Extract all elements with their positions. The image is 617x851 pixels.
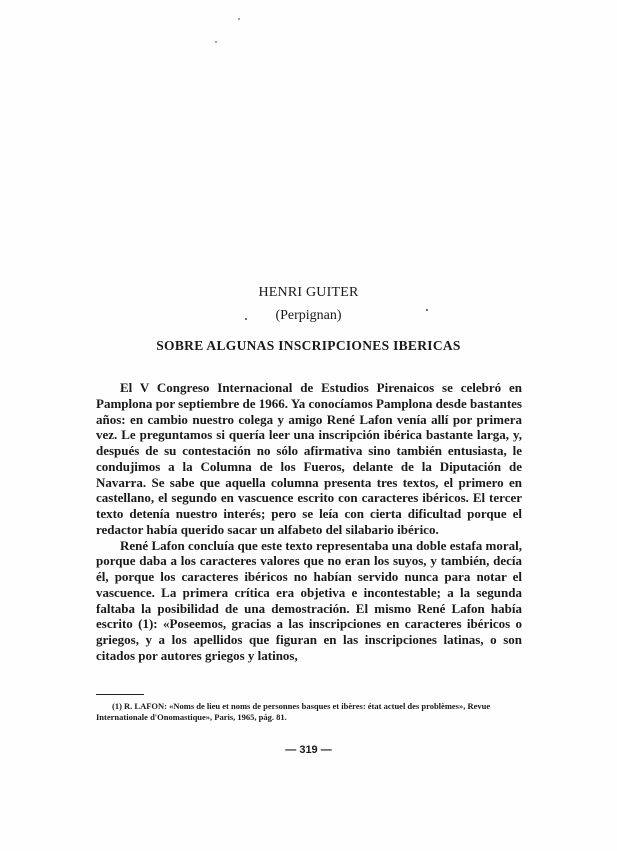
- scan-speck: [215, 41, 217, 43]
- article-title: SOBRE ALGUNAS INSCRIPCIONES IBERICAS: [156, 338, 461, 353]
- author-name: HENRI GUITER: [258, 285, 359, 300]
- scan-speck: [238, 18, 240, 20]
- footnote-text: (1) R. LAFON: «Noms de lieu et noms de personnes basques et ibères: état actuel des problèmes», Revue Internationale d'Onomastique», Paris, 1965, pág. 81.: [96, 701, 491, 722]
- article-body: [96, 380, 522, 664]
- footnote-divider: [96, 694, 144, 695]
- footnote: [96, 701, 522, 723]
- page-number: — 319 —: [285, 744, 332, 756]
- paragraph: René Lafon concluía que este texto representaba una doble estafa moral, porque daba a los caracteres valores que no eran los suyos, y también, decía él, porque los caracteres ibéricos no habían servido nunca para notar el vascuence. La primera crítica era objetiva e incontestable; a la segunda faltaba la posibilidad de una demostración. El mismo René Lafon había escrito (1): «Poseemos, gracias a las inscripciones en caracteres ibéricos o griegos, y a los apellidos que figuran en las inscripciones latinas, o son citados por autores griegos y latinos,: [96, 537, 522, 663]
- author-affiliation: (Perpignan): [275, 308, 342, 323]
- paragraph: El V Congreso Internacional de Estudios Pirenaicos se celebró en Pamplona por septiembre de 1966. Ya conocíamos Pamplona desde bastantes años: en cambio nuestro colega y amigo René Lafon venía allí por primera vez. Le preguntamos si quería leer una inscripción ibérica bastante larga, y, después de su contestación no sólo afirmativa sino también entusiasta, le condujimos a la Columna de los Fueros, delante de la Diputación de Navarra. Se sabe que aquella columna presenta tres textos, el primero en castellano, el segundo en vascuence escrito con caracteres ibéricos. El tercer texto detenía nuestro interés; pero se leía con cierta dificultad porque el redactor había querido sacar un alfabeto del silabario ibérico.: [96, 380, 522, 537]
